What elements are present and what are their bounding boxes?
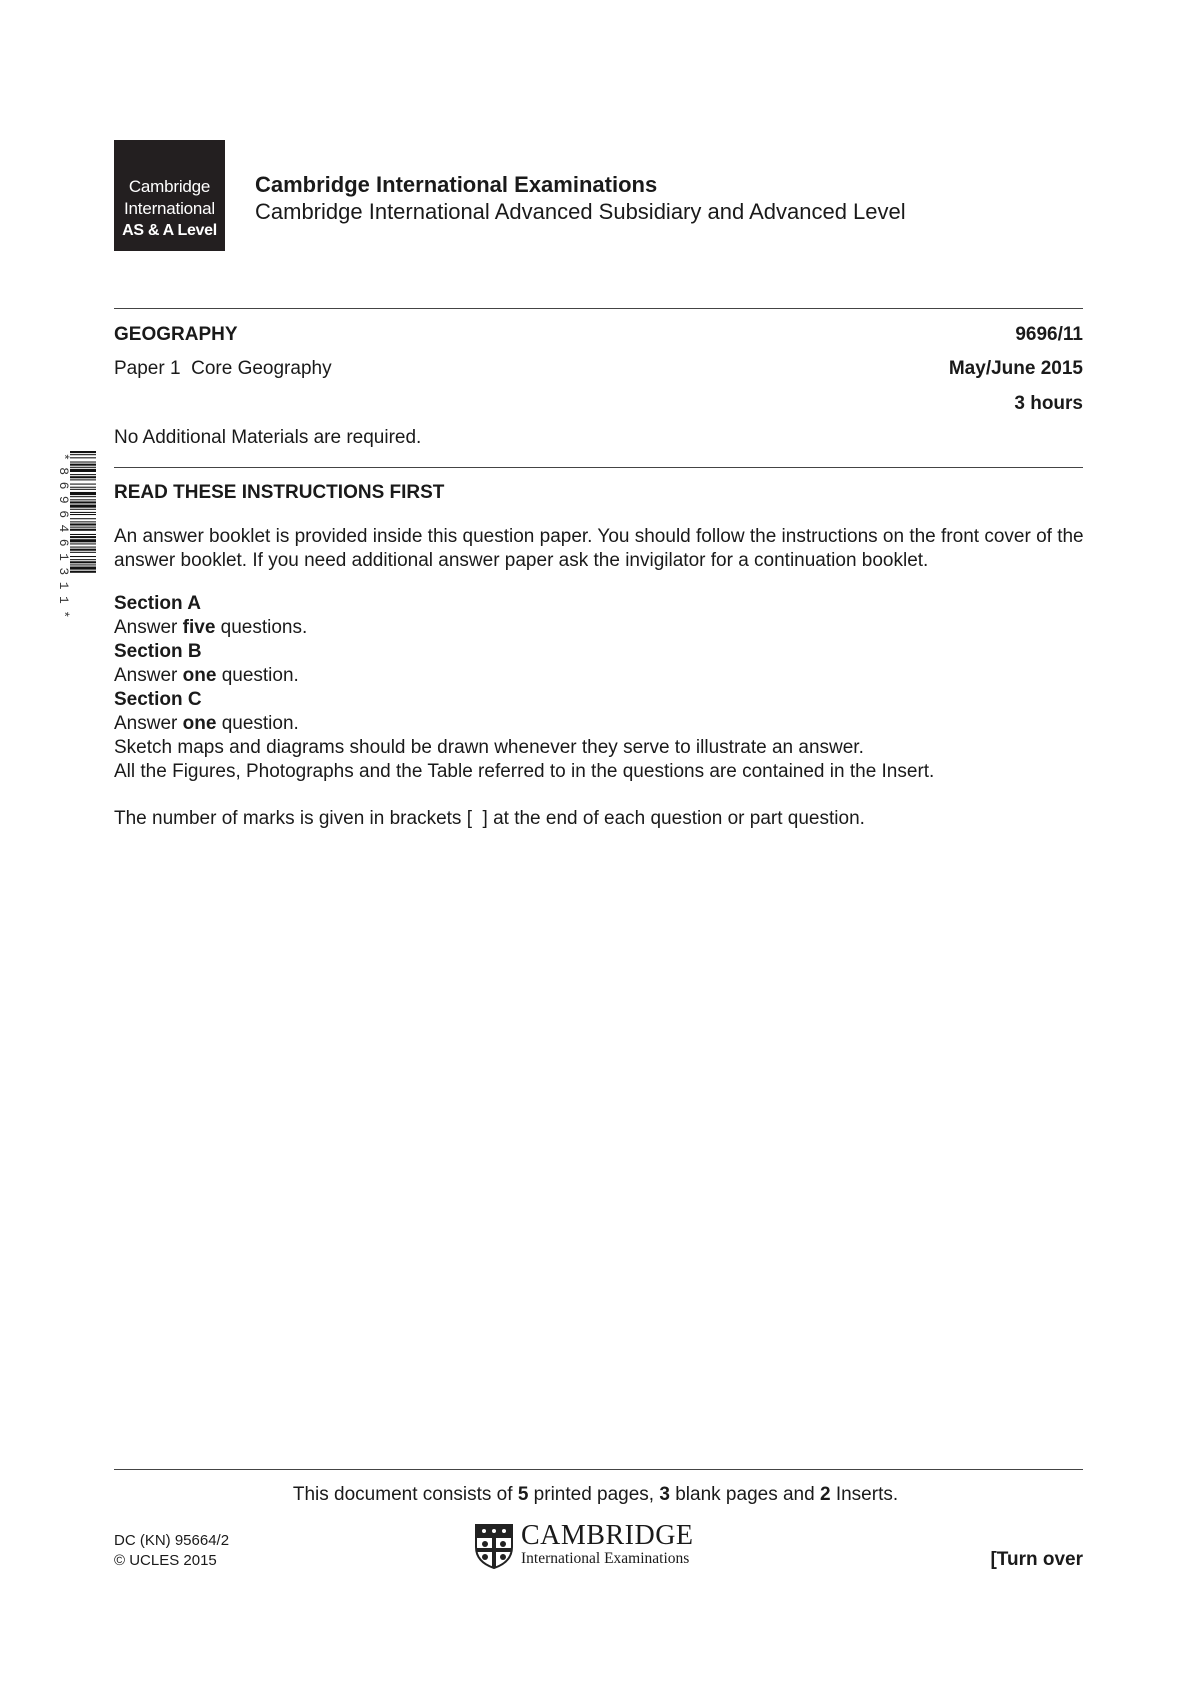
section-a-title: Section A (114, 593, 201, 614)
dc-code: DC (KN) 95664/2 (114, 1532, 230, 1549)
barcode-bar (70, 509, 96, 510)
barcode-bar (70, 476, 96, 478)
barcode-bar (70, 536, 96, 538)
intro-text: An answer booklet is provided inside this question paper. You should follow the instructions on the front cover of the answer booklet. If you need additional answer paper ask the invigilator for a continuation booklet. (114, 526, 1084, 571)
barcode-bar (70, 467, 96, 468)
sketch-note: Sketch maps and diagrams should be drawn whenever they serve to illustrate an answer. (114, 737, 864, 758)
barcode-bar (70, 469, 96, 472)
barcode-bar (70, 487, 96, 488)
barcode-bar (70, 561, 96, 563)
turn-over: [Turn over (990, 1549, 1083, 1570)
barcode-bar (70, 492, 96, 495)
barcode-bar (70, 529, 96, 531)
barcode-bar (70, 571, 96, 573)
section-b-title: Section B (114, 641, 202, 662)
barcode-bar (70, 552, 96, 553)
barcode-bar (70, 567, 96, 570)
barcode-bar (70, 559, 96, 560)
cambridge-as-a-level-logo (114, 140, 225, 251)
qualification-name: Cambridge International Advanced Subsidiary and Advanced Level (255, 199, 906, 224)
page-count-note: This document consists of 5 printed pages, 3 blank pages and 2 Inserts. (292, 1484, 899, 1505)
barcode-bar (70, 521, 96, 522)
barcode-bar (70, 549, 96, 551)
barcode-bar (70, 499, 96, 500)
logo-line-1: Cambridge (128, 177, 211, 196)
paper-code: 9696/11 (1015, 324, 1083, 345)
barcode-bar (70, 514, 96, 515)
document-reference (114, 1531, 229, 1571)
paper-title: Paper 1 Core Geography (114, 358, 332, 379)
barcode (52, 451, 96, 681)
organisation-name: Cambridge International Examinations (255, 172, 658, 197)
instructions-intro (114, 525, 1089, 573)
barcode-bar (70, 457, 96, 458)
barcode-bar (70, 454, 96, 455)
barcode-bar (70, 474, 96, 475)
subject-title: GEOGRAPHY (114, 324, 238, 345)
cambridge-crest-icon (474, 1523, 514, 1569)
barcode-icon (52, 451, 96, 681)
cambridge-subtitle: International Examinations (521, 1550, 690, 1567)
barcode-bar (70, 451, 96, 453)
barcode-bar (70, 547, 96, 548)
barcode-bar (70, 543, 96, 544)
footer-rule (114, 1469, 1083, 1470)
barcode-bar (70, 464, 96, 466)
barcode-bar (70, 518, 96, 519)
marks-block (114, 807, 1094, 831)
instructions-heading: READ THESE INSTRUCTIONS FIRST (114, 482, 445, 503)
barcode-text: *8696461311* (56, 453, 71, 625)
barcode-bar (70, 479, 96, 480)
barcode-bar (70, 496, 96, 497)
barcode-bar (70, 512, 96, 513)
barcode-bar (70, 539, 96, 542)
copyright: © UCLES 2015 (114, 1552, 217, 1569)
sections-block (114, 592, 1094, 784)
barcode-bar (70, 556, 96, 557)
barcode-bar (70, 505, 96, 508)
barcode-bar (70, 534, 96, 535)
section-c-title: Section C (114, 689, 202, 710)
section-a-text: Answer five questions. (114, 617, 308, 638)
top-rule (114, 308, 1083, 309)
instructions-rule (114, 467, 1083, 468)
marks-note: The number of marks is given in brackets [ ] at the end of each question or part question. (114, 808, 865, 829)
logo-line-3: AS & A Level (122, 222, 217, 239)
barcode-bar (70, 501, 96, 503)
barcode-bar (70, 484, 96, 485)
barcode-bar (70, 564, 96, 565)
barcode-bar (70, 523, 96, 525)
section-b-text: Answer one question. (114, 665, 299, 686)
exam-duration: 3 hours (1014, 393, 1083, 414)
barcode-bar (70, 489, 96, 490)
materials-note: No Additional Materials are required. (114, 427, 422, 448)
logo-line-2: International (124, 199, 215, 218)
section-c-text: Answer one question. (114, 713, 299, 734)
figures-note: All the Figures, Photographs and the Table referred to in the questions are contained in the Insert. (114, 761, 935, 782)
barcode-bar (70, 527, 96, 528)
exam-session: May/June 2015 (948, 358, 1083, 379)
cambridge-wordmark: CAMBRIDGE (521, 1520, 694, 1551)
barcode-bar (70, 462, 96, 463)
